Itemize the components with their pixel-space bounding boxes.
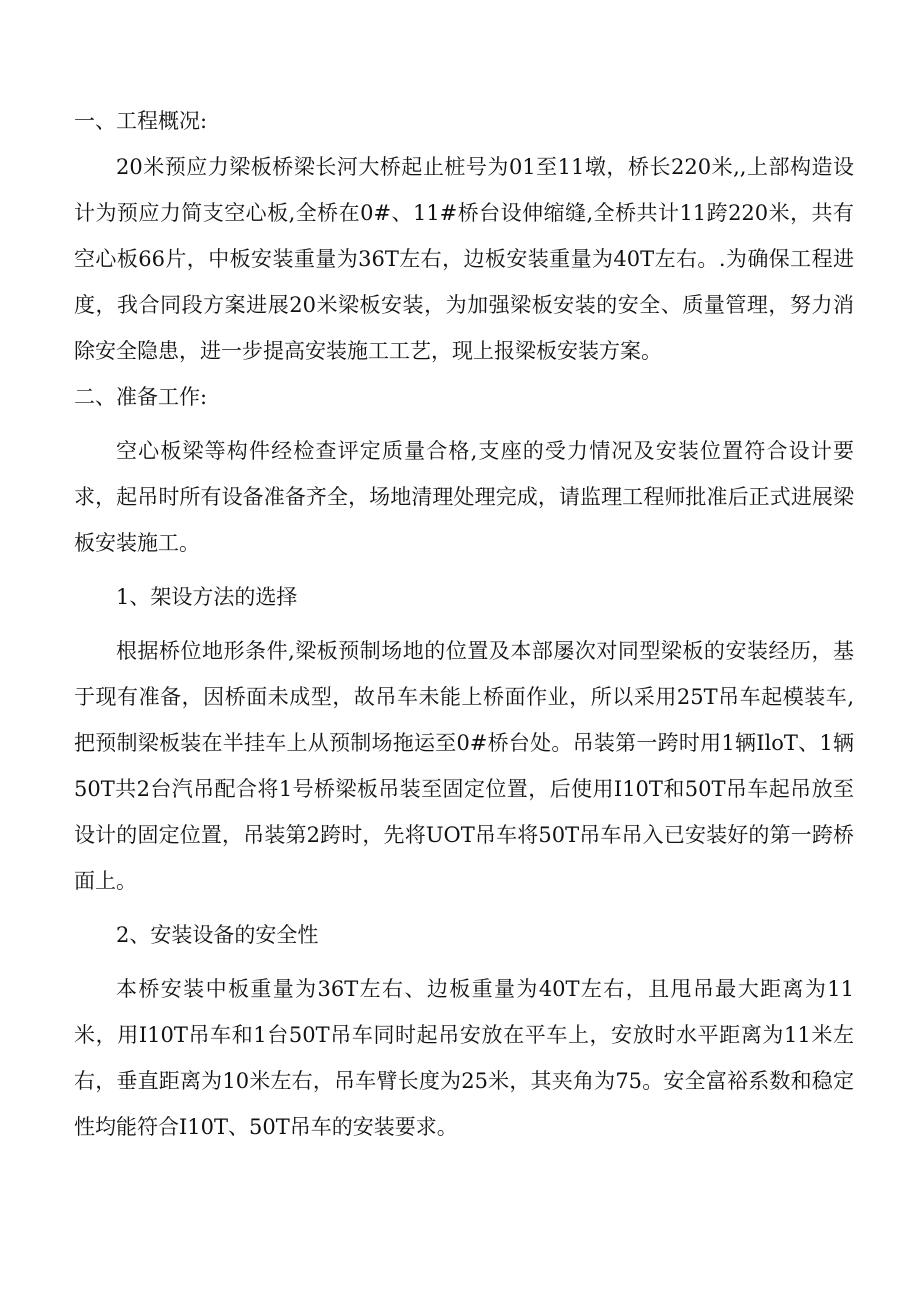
erection-method-paragraph: 根据桥位地形条件,梁板预制场地的位置及本部屡次对同型梁板的安装经历，基于现有准备，因桥面未成型，故吊车未能上桥面作业，所以采用25T吊车起模装车,把预制梁板装在半挂车上从预制场拖运至0#桥台处。吊装第一跨时用1辆IloT、1辆50T共2台汽吊配合将1号桥梁板吊装至固定位置，后使用I10T和50T吊车起吊放至设计的固定位置，吊装第2跨时，先将UOT吊车将50T吊车吊入已安装好的第一跨桥面上。: [74, 639, 854, 893]
document-body: [74, 98, 854, 1150]
subsection-heading-equipment-safety: 2、安装设备的安全性: [116, 923, 319, 947]
preparation-paragraph: 空心板梁等构件经检查评定质量合格,支座的受力情况及安装位置符合设计要求，起吊时所有设备准备齐全，场地清理处理完成，请监理工程师批准后正式进展梁板安装施工。: [74, 439, 854, 555]
overview-paragraph: 20米预应力梁板桥梁长河大桥起止桩号为01至11墩，桥长220米,,上部构造设计为预应力简支空心板,全桥在0#、11#桥台设伸缩缝,全桥共计11跨220米，共有空心板66片，中板安装重量为36T左右，边板安装重量为40T左右。.为确保工程进度，我合同段方案进展20米梁板安装，为加强梁板安装的安全、质量管理，努力消除安全隐患，进一步提高安装施工工艺，现上报梁板安装方案。: [74, 155, 854, 363]
subsection-heading-erection-method: 1、架设方法的选择: [116, 585, 298, 609]
section-heading-preparation: 二、准备工作:: [74, 385, 208, 409]
section-heading-overview: 一、工程概况:: [74, 109, 208, 133]
equipment-safety-paragraph: 本桥安装中板重量为36T左右、边板重量为40T左右，且甩吊最大距离为11米，用I10T吊车和1台50T吊车同时起吊安放在平车上，安放时水平距离为11米左右，垂直距离为10米左右，吊车臂长度为25米，其夹角为75。安全富裕系数和稳定性均能符合I10T、50T吊车的安装要求。: [74, 977, 854, 1139]
